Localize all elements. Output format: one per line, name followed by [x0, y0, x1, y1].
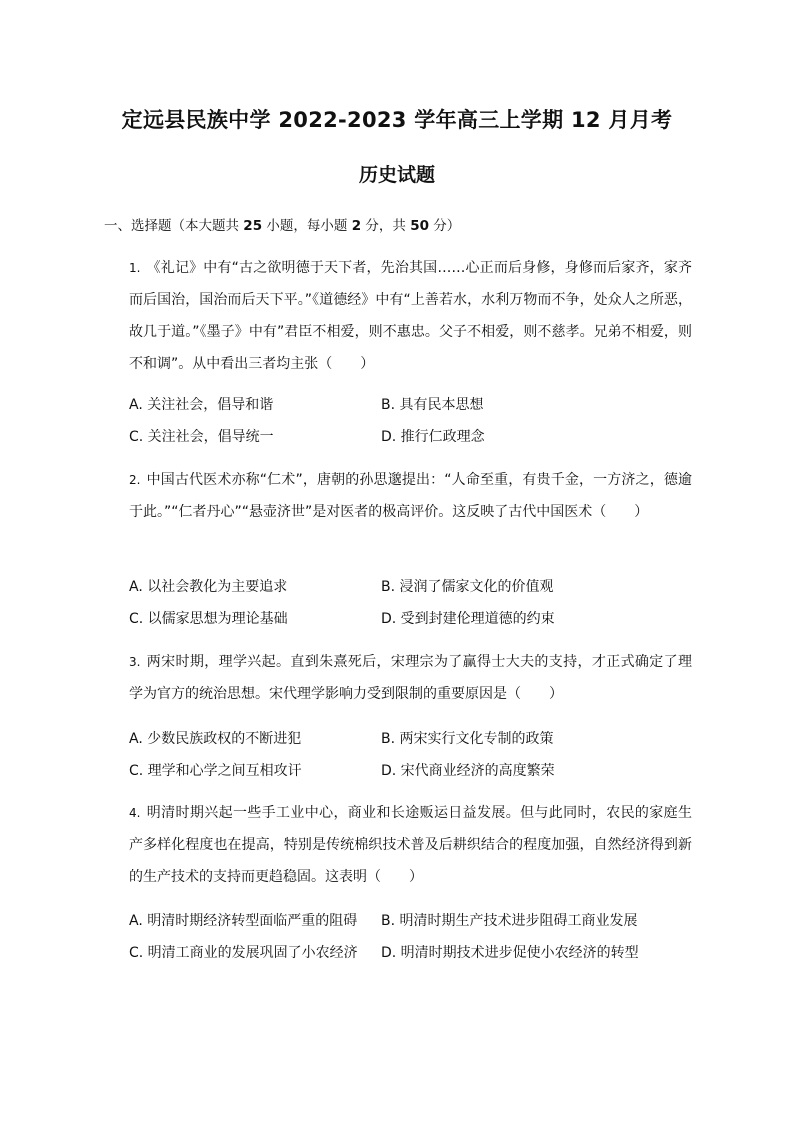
- question-number: 2.: [129, 473, 141, 487]
- option-row: [129, 602, 694, 634]
- question-3: [129, 646, 692, 710]
- question-4: [129, 797, 692, 893]
- section-suffix: 分）: [428, 218, 461, 234]
- section-question-count: 25: [243, 218, 263, 234]
- option-row: [129, 722, 694, 754]
- question-1: [129, 252, 692, 380]
- option-d: D. 受到封建伦理道德的约束: [381, 611, 555, 627]
- option-b: B. 明清时期生产技术进步阻碍工商业发展: [381, 913, 638, 929]
- option-b: B. 浸润了儒家文化的价值观: [381, 579, 554, 595]
- option-row: [129, 936, 694, 968]
- question-4-options: [129, 904, 694, 968]
- option-c: C. 理学和心学之间互相攻讦: [129, 763, 302, 779]
- exam-title: 定远县民族中学 2022-2023 学年高三上学期 12 月月考: [121, 108, 673, 132]
- option-b: B. 两宋实行文化专制的政策: [381, 731, 554, 747]
- option-row: [129, 570, 694, 602]
- question-number: 3.: [129, 655, 141, 669]
- option-d: D. 推行仁政理念: [381, 429, 485, 445]
- question-stem: 两宋时期，理学兴起。直到朱熹死后，宋理宗为了赢得士大夫的支持，才正式确定了理学为官方的统治思想。宋代理学影响力受到限制的重要原因是（ ）: [129, 654, 692, 702]
- option-c: C. 关注社会，倡导统一: [129, 429, 274, 445]
- option-a: A. 关注社会，倡导和谐: [129, 397, 274, 413]
- option-row: [129, 388, 694, 420]
- option-d: D. 宋代商业经济的高度繁荣: [381, 763, 555, 779]
- section-points-total: 50: [410, 218, 429, 234]
- option-a: A. 明清时期经济转型面临严重的阻碍: [129, 913, 358, 929]
- section-heading: [104, 214, 460, 234]
- option-c: C. 以儒家思想为理论基础: [129, 611, 288, 627]
- section-middle-1: 小题，每小题: [262, 218, 352, 234]
- option-a: A. 以社会教化为主要追求: [129, 579, 288, 595]
- question-2-options: [129, 570, 694, 634]
- question-1-options: [129, 388, 694, 452]
- section-prefix: 一、选择题（本大题共: [104, 218, 244, 234]
- option-c: C. 明清工商业的发展巩固了小农经济: [129, 945, 358, 961]
- question-3-options: [129, 722, 694, 786]
- question-number: 1.: [129, 261, 141, 275]
- question-2: [129, 464, 692, 528]
- question-stem: 中国古代医术亦称“仁术”，唐朝的孙思邈提出：“人命至重，有贵千金，一方济之，德逾于此。”“仁者丹心”“悬壶济世”是对医者的极高评价。这反映了古代中国医术（ ）: [129, 472, 692, 520]
- option-row: [129, 420, 694, 452]
- exam-subtitle: 历史试题: [358, 164, 435, 186]
- section-middle-2: 分，共: [361, 218, 411, 234]
- option-row: [129, 904, 694, 936]
- question-stem: 《礼记》中有“古之欲明德于天下者，先治其国……心正而后身修，身修而后家齐，家齐而后国治，国治而后天下平。”《道德经》中有“上善若水，水利万物而不争，处众人之所恶，故几于道。”《墨子》中有”君臣不相爱，则不惠忠。父子不相爱，则不慈孝。兄弟不相爱，则不和调”。从中看出三者均主张（ ）: [129, 260, 692, 372]
- section-points-each: 2: [351, 218, 362, 234]
- option-a: A. 少数民族政权的不断进犯: [129, 731, 302, 747]
- option-d: D. 明清时期技术进步促使小农经济的转型: [381, 945, 639, 961]
- question-number: 4.: [129, 806, 141, 820]
- option-b: B. 具有民本思想: [381, 397, 484, 413]
- question-stem: 明清时期兴起一些手工业中心，商业和长途贩运日益发展。但与此同时，农民的家庭生产多样化程度也在提高，特别是传统棉织技术普及后耕织结合的程度加强，自然经济得到新的生产技术的支持而更趋稳固。这表明（ ）: [129, 805, 692, 885]
- option-row: [129, 754, 694, 786]
